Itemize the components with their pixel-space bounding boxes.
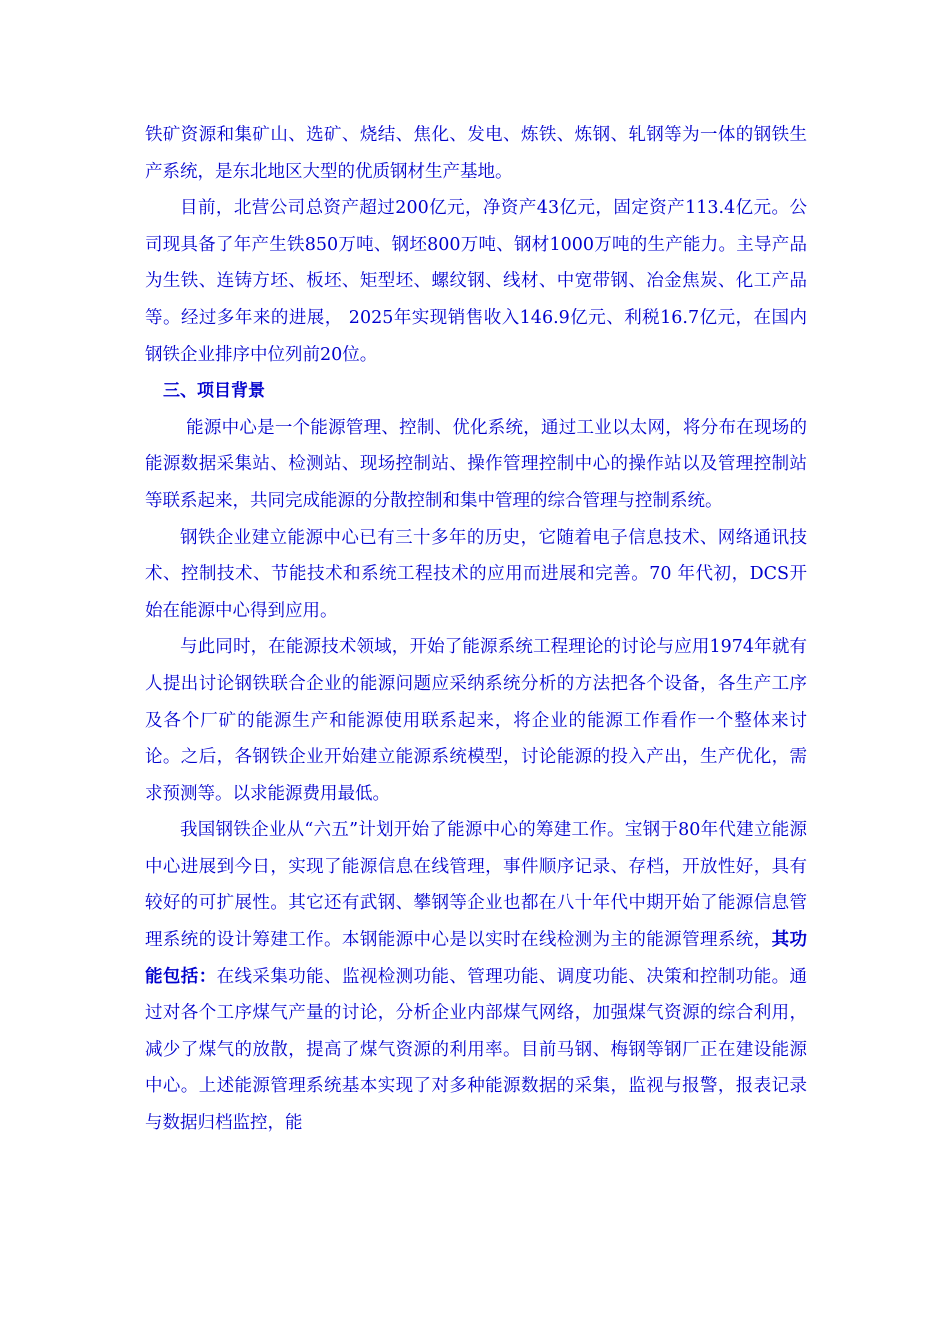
paragraph-energy-center-history: 钢铁企业建立能源中心已有三十多年的历史，它随着电子信息技术、网络通讯技术、控制技术、节能技术和系统工程技术的应用而进展和完善。70 年代初，DCS开始在能源中心得到应用。 [145,527,807,621]
paragraph-energy-systems-engineering: 与此同时，在能源技术领域，开始了能源系统工程理论的讨论与应用1974年就有人提出讨论钢铁联合企业的能源问题应采纳系统分析的方法把各个设备，各生产工序及各个厂矿的能源生产和能源使用联系起来，将企业的能源工作看作一个整体来讨论。之后，各钢铁企业开始建立能源系统模型，讨论能源的投入产出，生产优化，需求预测等。以求能源费用最低。 [145,637,807,804]
functions-label: 其功能包括： [145,930,808,987]
paragraph-domestic-energy-centers [145,812,807,1141]
section-heading-project-background: 三、项目背景 [163,381,265,402]
paragraph-text-part: 我国钢铁企业从“六五”计划开始了能源中心的筹建工作。宝钢于80年代建立能源中心进展到今日，实现了能源信息在线管理，事件顺序记录、存档，开放性好，具有较好的可扩展性。其它还有武钢、攀钢等企业也都在八十年代中期开始了能源信息管理系统的设计筹建工作。本钢能源中心是以实时在线检测为主的能源管理系统， [145,820,807,951]
paragraph-company-overview-continued: 铁矿资源和集矿山、选矿、烧结、焦化、发电、炼铁、炼钢、轧钢等为一体的钢铁生产系统，是东北地区大型的优质钢材生产基地。 [145,125,807,182]
document-body [145,117,807,1142]
paragraph-company-assets: 目前，北营公司总资产超过200亿元，净资产43亿元，固定资产113.4亿元。公司现具备了年产生铁850万吨、钢坯800万吨、钢材1000万吨的生产能力。主导产品为生铁、连铸方坯、板坯、矩型坯、螺纹钢、线材、中宽带钢、冶金焦炭、化工产品等。经过多年来的进展， 2025年实现销售收入146.9亿元、利税16.7亿元，在国内钢铁企业排序中位列前20位。 [145,198,807,365]
paragraph-text-part: 在线采集功能、监视检测功能、管理功能、调度功能、决策和控制功能。通过对各个工序煤气产量的讨论，分析企业内部煤气网络，加强煤气资源的综合利用，减少了煤气的放散，提高了煤气资源的利用率。目前马钢、梅钢等钢厂正在建设能源中心。上述能源管理系统基本实现了对多种能源数据的采集，监视与报警，报表记录与数据归档监控，能 [145,966,808,1134]
paragraph-energy-center-definition: 能源中心是一个能源管理、控制、优化系统，通过工业以太网，将分布在现场的能源数据采集站、检测站、现场控制站、操作管理控制中心的操作站以及管理控制站等联系起来，共同完成能源的分散控制和集中管理的综合管理与控制系统。 [145,417,807,511]
